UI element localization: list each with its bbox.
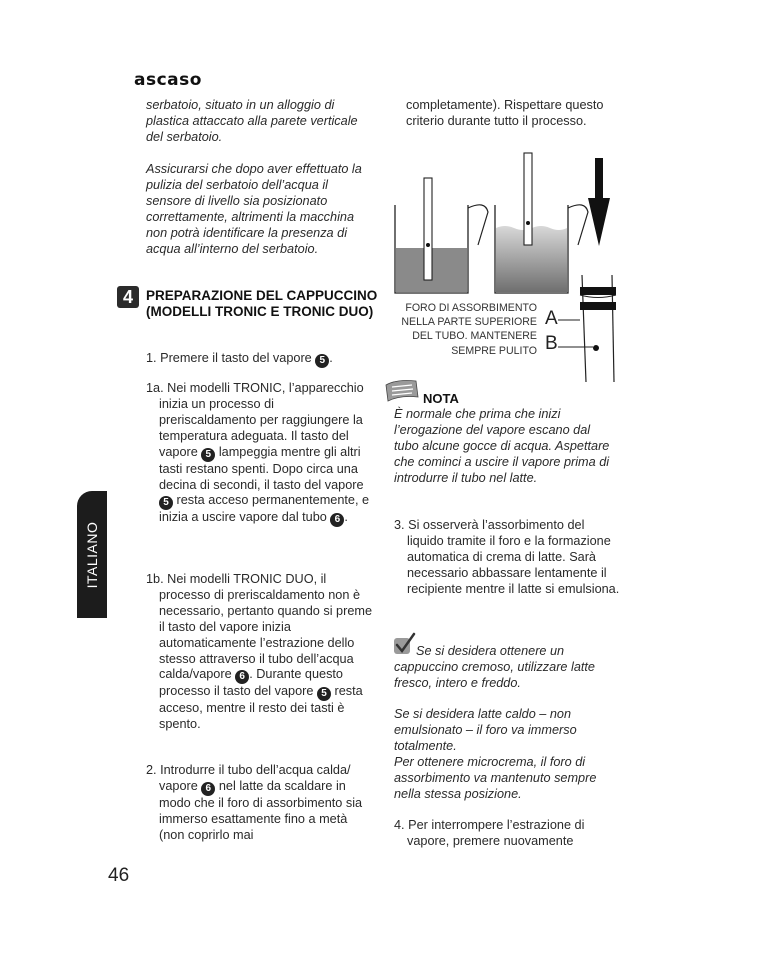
tube-6-badge: 6	[330, 513, 344, 527]
nota-title: NOTA	[423, 391, 459, 406]
button-5-badge: 5	[159, 496, 173, 510]
button-5-badge: 5	[315, 354, 329, 368]
intro-paragraph-1: serbatoio, situato in un alloggio di plastica attaccato alla parete verticale del serbatoio.	[146, 98, 358, 144]
step-1b-text-a: 1b. Nei modelli TRONIC DUO, il processo di preriscaldamento non è necessario, pertanto quando si preme il tasto del vapore inizia automaticamente l’estrazione dello stesso attraverso il tubo dell’acqua calda/vapore	[146, 572, 372, 682]
milk-jug-after	[495, 153, 588, 293]
step-4: 4. Per interrompere l’estrazione di vapore, premere nuovamente	[394, 818, 585, 848]
tip-2: Se si desidera latte caldo – non emulsionato – il foro va immerso totalmente.	[394, 707, 577, 753]
step-1a-text-b: lampeggia mentre gli altri tasti restano spenti. Dopo circa una decina di secondi, il tasto del vapore	[159, 444, 364, 492]
step-1-text: 1. Premere il tasto del vapore	[146, 351, 312, 365]
page-number: 46	[108, 865, 130, 886]
note-icon	[382, 377, 422, 403]
button-5-badge: 5	[317, 687, 331, 701]
label-b: B	[545, 333, 558, 354]
step-2	[146, 763, 374, 844]
tube-6-badge: 6	[201, 782, 215, 796]
nozzle-detail	[580, 275, 616, 382]
tip-3: Per ottenere microcrema, il foro di assorbimento va mantenuto sempre nella stessa posizione.	[394, 755, 597, 801]
figure-caption: FORO DI ASSORBIMENTO NELLA PARTE SUPERIORE DEL TUBO. MANTENERE SEMPRE PULITO	[401, 302, 537, 357]
step-3: 3. Si osserverà l’assorbimento del liquido tramite il foro e la formazione automatica di crema di latte. Sarà necessario abbassare lentamente il recipiente mentre il latte si emulsiona.	[394, 518, 620, 596]
step-1b-text-b: . Durante questo processo il tasto del vapore	[159, 667, 343, 699]
step-2-text-a: 2. Introdurre il tubo dell’acqua calda/ vapore	[146, 763, 351, 793]
step-1: 1. Premere il tasto del vapore 5 .	[146, 351, 333, 366]
button-5-badge: 5	[201, 448, 215, 462]
section-number: 4	[117, 286, 139, 308]
step-1a-text-a: 1a. Nei modelli TRONIC, l’apparecchio inizia un processo di preriscaldamento per raggiungere la temperatura adeguata. Il tasto del vapore	[146, 381, 364, 459]
nota-text: È normale che prima che inizi l’erogazione del vapore escano dal tubo alcune gocce di acqua. Aspettare che cominci a uscire il vapore prima di introdurre il tubo nel latte.	[394, 407, 610, 485]
label-a: A	[545, 308, 558, 329]
section-title: PREPARAZIONE DEL CAPPUCCINO (MODELLI TRONIC E TRONIC DUO)	[146, 288, 378, 319]
language-tab-label: ITALIANO	[84, 521, 100, 588]
arrow-down-icon	[588, 158, 610, 246]
step-1b	[146, 572, 374, 733]
step-1b-text-c: resta acceso, mentre il resto dei tasti è spento.	[159, 684, 363, 732]
continuation-paragraph: completamente). Rispettare questo criterio durante tutto il processo.	[406, 98, 604, 128]
step-1a-text-c: resta acceso permanentemente, e inizia a uscire vapore dal tubo	[159, 493, 370, 525]
milk-jug-before	[395, 178, 488, 293]
tip-1: Se si desidera ottenere un cappuccino cremoso, utilizzare latte fresco, intero e freddo.	[394, 644, 595, 690]
language-tab	[77, 491, 107, 618]
step-1a: 1a. Nei modelli TRONIC, l’apparecchio inizia un processo di preriscaldamento per raggiungere la temperatura adeguata. Il tasto del vapore 5 lampeggia mentre gli altri tasti restano spenti. Dopo circa una decina di secondi, il tasto del vapore 5 resta acceso permanentemente, e inizia a uscire vapore dal tubo 6 .	[146, 381, 370, 526]
intro-paragraph-2: Assicurarsi che dopo aver effettuato la pulizia del serbatoio dell’acqua il sensore di livello sia posizionato correttamente, altrimenti la macchina non potrà identificare la presenza di acqua all’interno del serbatoio.	[146, 162, 362, 256]
brand-logo: ascaso	[134, 70, 202, 90]
step-2-text-b: nel latte da scaldare in modo che il foro di assorbimento sia immerso esattamente fino a metà (non coprirlo mai	[159, 778, 363, 842]
tube-6-badge: 6	[235, 670, 249, 684]
